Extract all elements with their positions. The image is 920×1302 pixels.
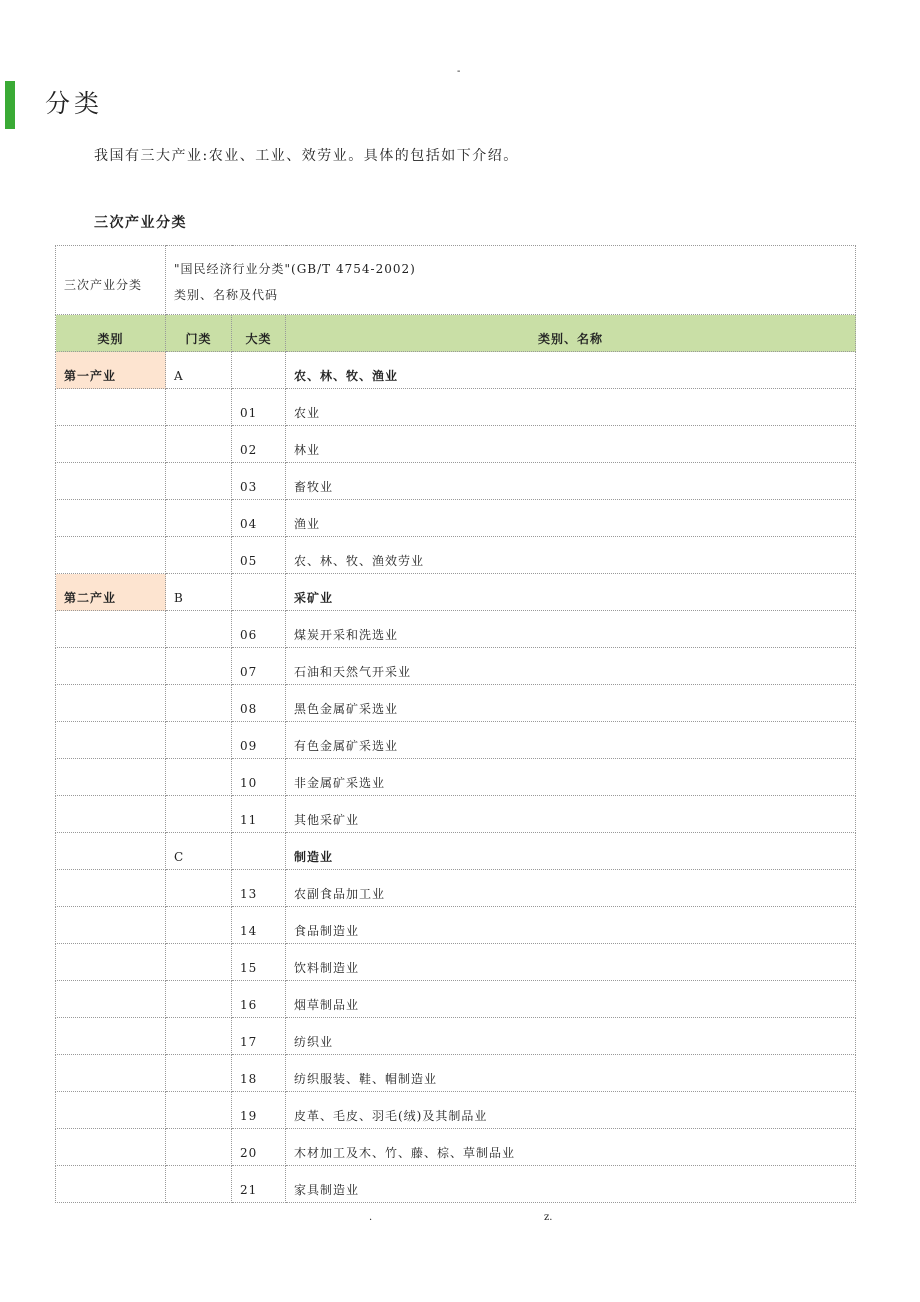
- cell-name: 石油和天然气开采业: [286, 648, 856, 685]
- cell-cat: [56, 500, 166, 537]
- cell-men: [166, 426, 232, 463]
- cell-da: 06: [232, 611, 286, 648]
- cell-da: [232, 574, 286, 611]
- cell-da: 07: [232, 648, 286, 685]
- cell-da: 15: [232, 944, 286, 981]
- table-row: [56, 537, 856, 574]
- cell-men: [166, 870, 232, 907]
- cell-men: [166, 389, 232, 426]
- cell-men: [166, 500, 232, 537]
- industry-classification-table: [55, 245, 856, 1203]
- header-cell: 类别: [56, 315, 166, 352]
- cell-da: [232, 352, 286, 389]
- cell-men: [166, 1092, 232, 1129]
- cell-da: 20: [232, 1129, 286, 1166]
- cell-men: [166, 1055, 232, 1092]
- cell-cat: [56, 944, 166, 981]
- cell-name: 食品制造业: [286, 907, 856, 944]
- cell-cat: [56, 685, 166, 722]
- table-row: [56, 500, 856, 537]
- table-row: [56, 463, 856, 500]
- table-row: [56, 352, 856, 389]
- cell-cat: [56, 722, 166, 759]
- table-row: [56, 1092, 856, 1129]
- cell-cat: [56, 759, 166, 796]
- table-top-row: [56, 246, 856, 315]
- cell-name: 制造业: [286, 833, 856, 870]
- cell-name: 采矿业: [286, 574, 856, 611]
- cell-da: 16: [232, 981, 286, 1018]
- cell-da: 05: [232, 537, 286, 574]
- table-row: [56, 426, 856, 463]
- cell-men: [166, 1129, 232, 1166]
- cell-men: [166, 648, 232, 685]
- cell-cat: [56, 463, 166, 500]
- cell-men: [166, 759, 232, 796]
- cell-cat: [56, 1092, 166, 1129]
- cell-da: 19: [232, 1092, 286, 1129]
- table-row: [56, 870, 856, 907]
- cell-name: 非金属矿采选业: [286, 759, 856, 796]
- cell-da: 04: [232, 500, 286, 537]
- cell-men: [166, 907, 232, 944]
- cell-men: [166, 981, 232, 1018]
- cell-name: 有色金属矿采选业: [286, 722, 856, 759]
- header-cell: 门类: [166, 315, 232, 352]
- cell-men: [166, 944, 232, 981]
- table-row: [56, 1018, 856, 1055]
- cell-cat: [56, 1018, 166, 1055]
- cell-men: [166, 611, 232, 648]
- table-row: [56, 833, 856, 870]
- cell-cat: [56, 1055, 166, 1092]
- cell-cat: [56, 648, 166, 685]
- standard-subtitle: 类别、名称及代码: [174, 288, 279, 302]
- cell-cat: [56, 1166, 166, 1203]
- cell-da: 17: [232, 1018, 286, 1055]
- cell-name: 纺织服装、鞋、帽制造业: [286, 1055, 856, 1092]
- cell-name: 农、林、牧、渔业: [286, 352, 856, 389]
- table-row: [56, 611, 856, 648]
- cell-da: 21: [232, 1166, 286, 1203]
- standard-title: "国民经济行业分类"(GB/T 4754-2002): [174, 262, 416, 276]
- footer-left: .: [369, 1212, 373, 1223]
- cell-cat: 第一产业: [56, 352, 166, 389]
- cell-men: A: [166, 352, 232, 389]
- table-row: [56, 1055, 856, 1092]
- header-mark: -: [457, 66, 461, 77]
- table-row: [56, 574, 856, 611]
- cell-name: 畜牧业: [286, 463, 856, 500]
- cell-name: 饮料制造业: [286, 944, 856, 981]
- cell-name: 林业: [286, 426, 856, 463]
- table-row: [56, 1166, 856, 1203]
- cell-da: 08: [232, 685, 286, 722]
- header-cell: 大类: [232, 315, 286, 352]
- cell-name: 纺织业: [286, 1018, 856, 1055]
- table-row: [56, 981, 856, 1018]
- cell-da: 09: [232, 722, 286, 759]
- cell-cat: [56, 1129, 166, 1166]
- table-row: [56, 648, 856, 685]
- table-row: [56, 944, 856, 981]
- cell-da: 10: [232, 759, 286, 796]
- cell-da: 03: [232, 463, 286, 500]
- footer-right: z.: [544, 1212, 553, 1223]
- cell-cat: [56, 833, 166, 870]
- cell-da: 18: [232, 1055, 286, 1092]
- cell-name: 农业: [286, 389, 856, 426]
- top-left-cell: 三次产业分类: [56, 246, 166, 315]
- cell-men: [166, 1166, 232, 1203]
- cell-da: 13: [232, 870, 286, 907]
- cell-da: 11: [232, 796, 286, 833]
- cell-cat: [56, 426, 166, 463]
- table-row: [56, 685, 856, 722]
- cell-cat: 第二产业: [56, 574, 166, 611]
- page-title: 分类: [45, 89, 104, 118]
- cell-name: 皮革、毛皮、羽毛(绒)及其制品业: [286, 1092, 856, 1129]
- cell-name: 黑色金属矿采选业: [286, 685, 856, 722]
- table-row: [56, 796, 856, 833]
- table-row: [56, 1129, 856, 1166]
- cell-da: [232, 833, 286, 870]
- cell-cat: [56, 389, 166, 426]
- cell-cat: [56, 870, 166, 907]
- cell-men: B: [166, 574, 232, 611]
- header-cell: 类别、名称: [286, 315, 856, 352]
- cell-cat: [56, 981, 166, 1018]
- cell-men: [166, 685, 232, 722]
- top-right-cell: [166, 246, 856, 315]
- cell-da: 01: [232, 389, 286, 426]
- cell-name: 农、林、牧、渔效劳业: [286, 537, 856, 574]
- cell-men: [166, 537, 232, 574]
- cell-da: 14: [232, 907, 286, 944]
- cell-name: 渔业: [286, 500, 856, 537]
- cell-men: C: [166, 833, 232, 870]
- heading-accent-bar: [5, 81, 15, 129]
- cell-name: 煤炭开采和洗选业: [286, 611, 856, 648]
- table-row: [56, 722, 856, 759]
- cell-men: [166, 1018, 232, 1055]
- section-subtitle: 三次产业分类: [94, 215, 187, 231]
- cell-name: 烟草制品业: [286, 981, 856, 1018]
- cell-cat: [56, 796, 166, 833]
- cell-cat: [56, 907, 166, 944]
- table-header-row: [56, 315, 856, 352]
- cell-men: [166, 796, 232, 833]
- cell-cat: [56, 537, 166, 574]
- cell-name: 农副食品加工业: [286, 870, 856, 907]
- cell-da: 02: [232, 426, 286, 463]
- table-row: [56, 389, 856, 426]
- cell-name: 木材加工及木、竹、藤、棕、草制品业: [286, 1129, 856, 1166]
- table-row: [56, 907, 856, 944]
- cell-men: [166, 463, 232, 500]
- cell-cat: [56, 611, 166, 648]
- table-row: [56, 759, 856, 796]
- cell-men: [166, 722, 232, 759]
- cell-name: 家具制造业: [286, 1166, 856, 1203]
- cell-name: 其他采矿业: [286, 796, 856, 833]
- intro-paragraph: 我国有三大产业:农业、工业、效劳业。具体的包括如下介绍。: [94, 148, 519, 164]
